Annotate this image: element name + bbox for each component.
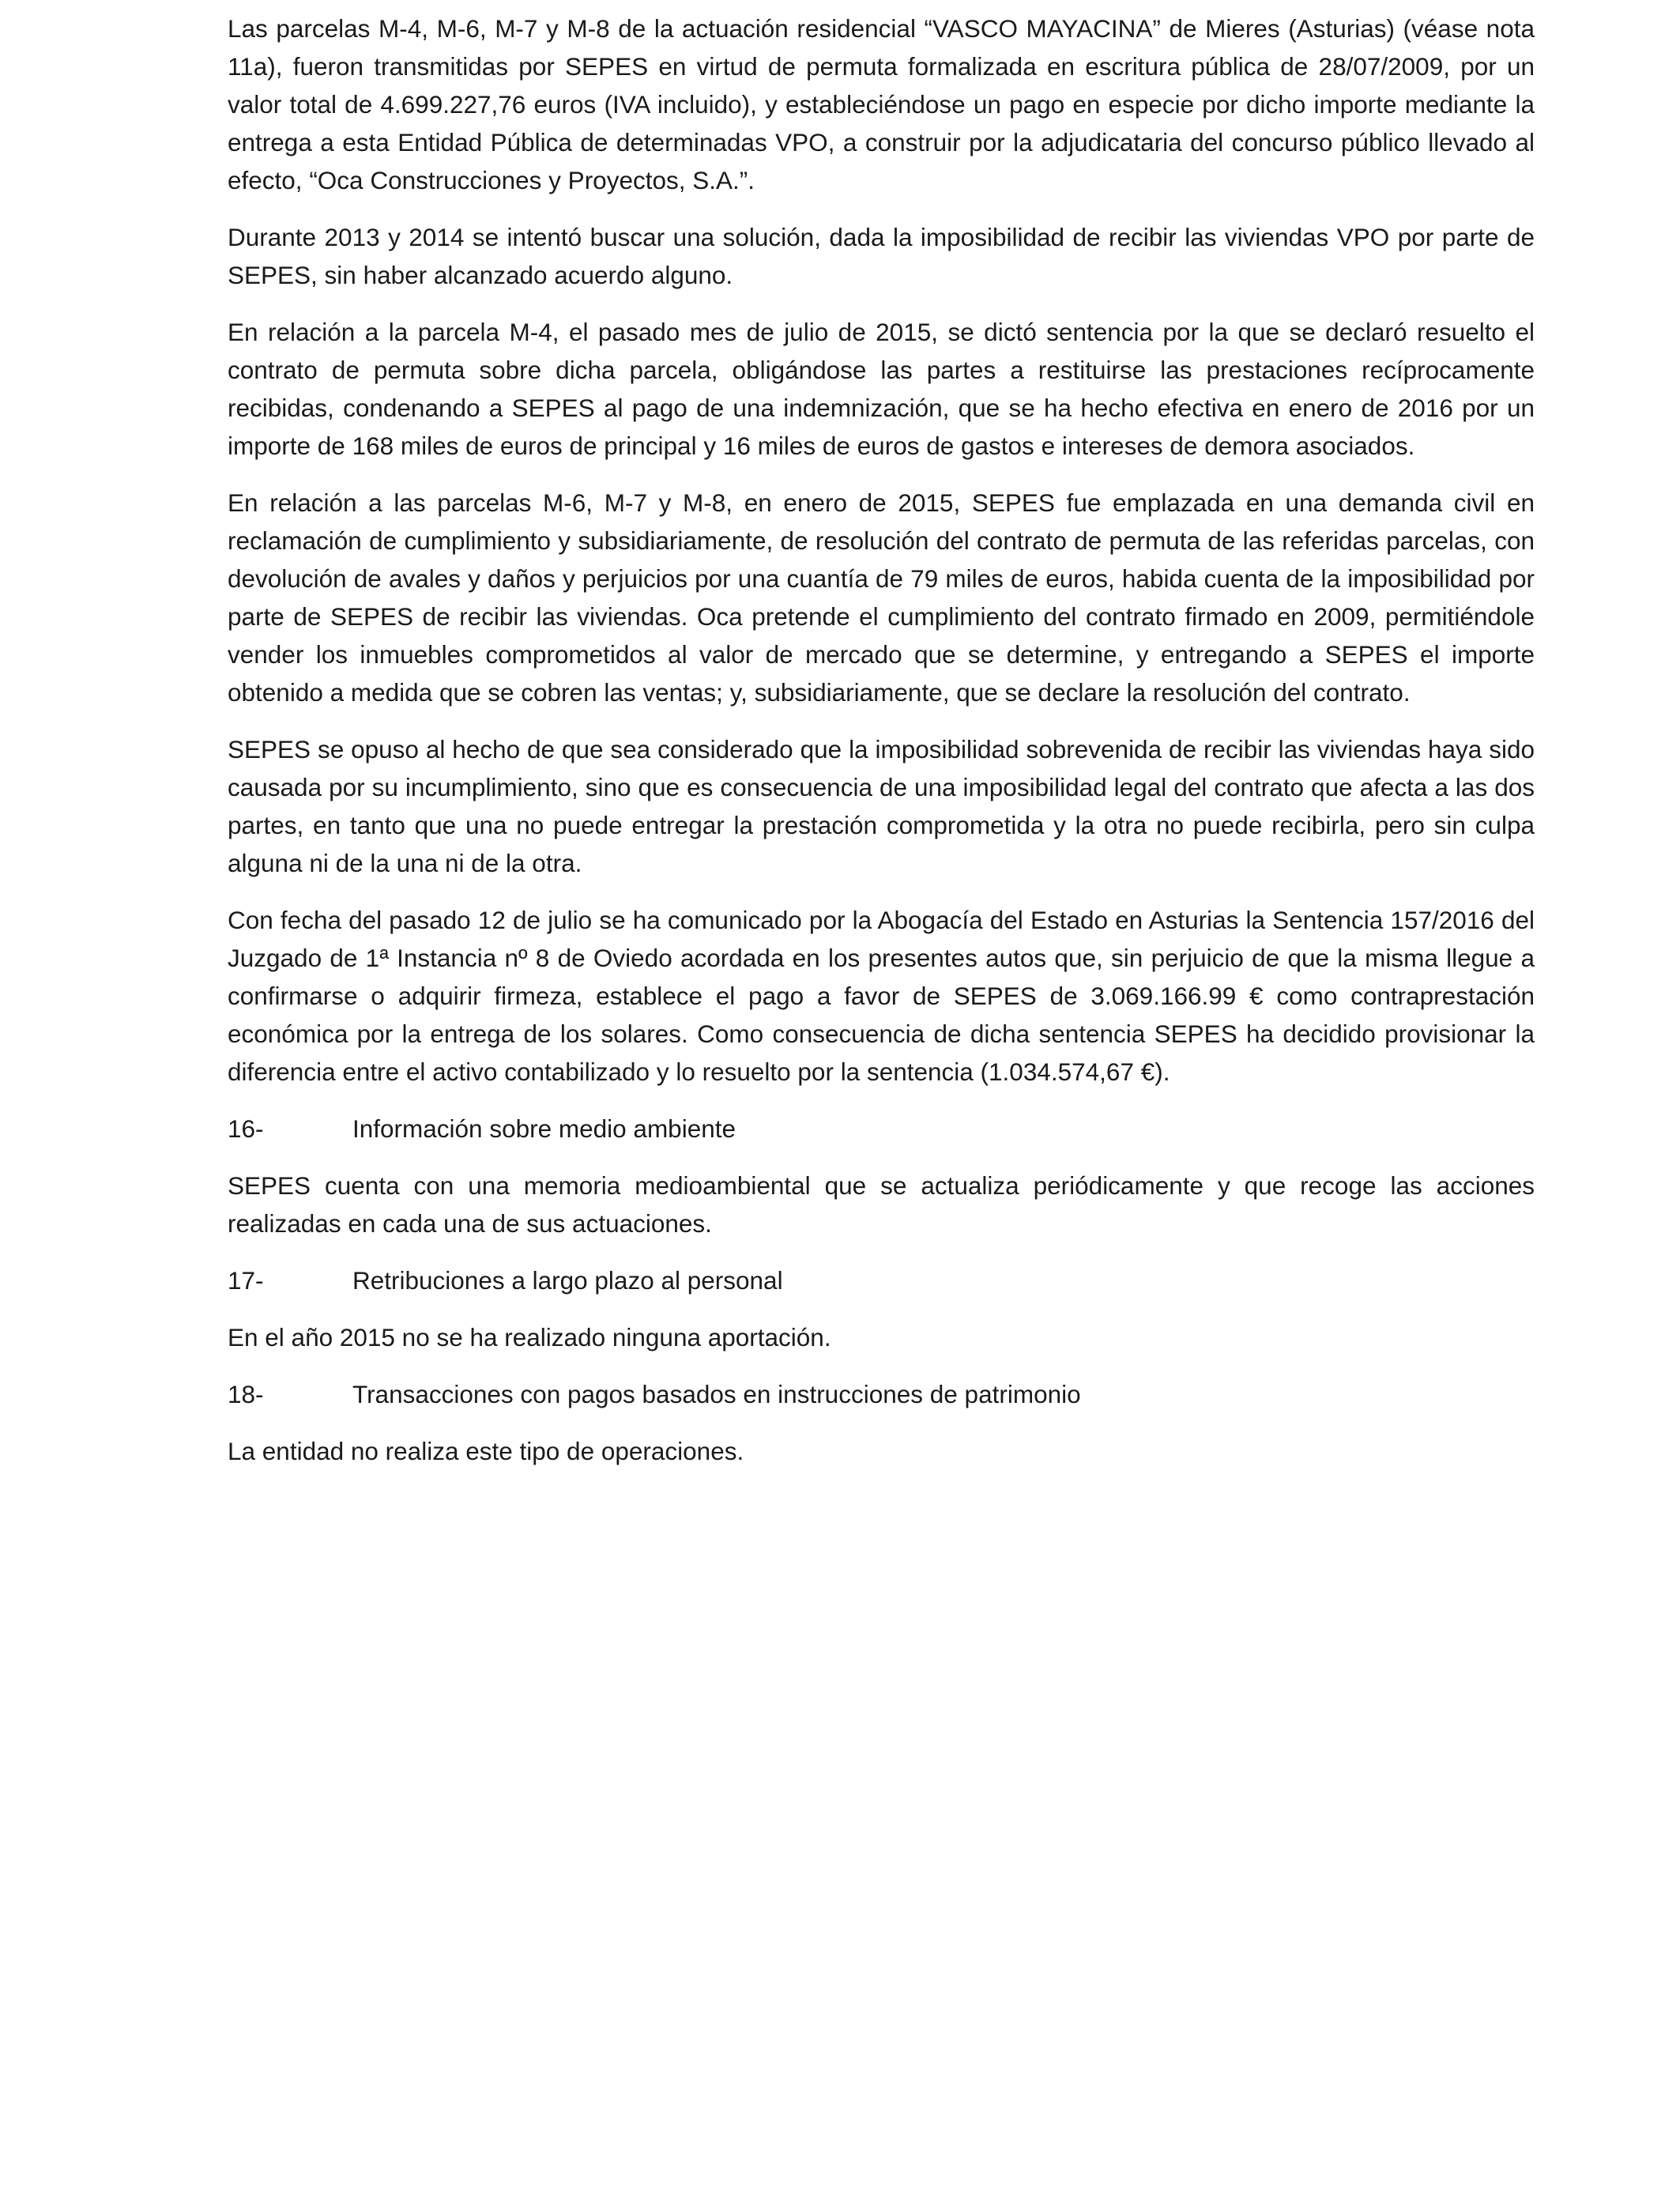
- paragraph-busqueda-solucion: Durante 2013 y 2014 se intentó buscar una solución, dada la imposibilidad de recibir las viviendas VPO por parte de SEPES, sin haber alcanzado acuerdo alguno.: [228, 223, 1535, 289]
- section-heading-16: [228, 1110, 1535, 1148]
- paragraph-oposicion-sepes: SEPES se opuso al hecho de que sea considerado que la imposibilidad sobrevenida de recibir las viviendas haya sido causada por su incumplimiento, sino que es consecuencia de una imposibilidad legal del contrato que afecta a las dos partes, en tanto que una no puede entregar la prestación comprometida y la otra no puede recibirla, pero sin culpa alguna ni de la una ni de la otra.: [228, 735, 1535, 877]
- section-body-17: En el año 2015 no se ha realizado ninguna aportación.: [228, 1323, 831, 1351]
- section-body-16: SEPES cuenta con una memoria medioambiental que se actualiza periódicamente y que recoge las acciones realizadas en cada una de sus actuaciones.: [228, 1171, 1535, 1238]
- paragraph-parcela-m4: En relación a la parcela M-4, el pasado mes de julio de 2015, se dictó sentencia por la que se declaró resuelto el contrato de permuta sobre dicha parcela, obligándose las partes a restituirse las prestaciones recíprocamente recibidas, condenando a SEPES al pago de una indemnización, que se ha hecho efectiva en enero de 2016 por un importe de 168 miles de euros de principal y 16 miles de euros de gastos e intereses de demora asociados.: [228, 318, 1535, 460]
- section-number: 18-: [228, 1380, 264, 1408]
- section-number: 16-: [228, 1114, 264, 1143]
- paragraph-parcelas-permuta: Las parcelas M-4, M-6, M-7 y M-8 de la actuación residencial “VASCO MAYACINA” de Mieres (Asturias) (véase nota 11a), fueron transmitidas por SEPES en virtud de permuta formalizada en escritura pública de 28/07/2009, por un valor total de 4.699.227,76 euros (IVA incluido), y estableciéndose un pago en especie por dicho importe mediante la entrega a esta Entidad Pública de determinadas VPO, a construir por la adjudicataria del concurso público llevado al efecto, “Oca Construcciones y Proyectos, S.A.”.: [228, 14, 1535, 194]
- section-body-18: La entidad no realiza este tipo de operaciones.: [228, 1437, 744, 1465]
- section-title: Retribuciones a largo plazo al personal: [352, 1266, 783, 1295]
- paragraph-sentencia: Con fecha del pasado 12 de julio se ha comunicado por la Abogacía del Estado en Asturias la Sentencia 157/2016 del Juzgado de 1ª Instancia nº 8 de Oviedo acordada en los presentes autos que, sin perjuicio de que la misma llegue a confirmarse o adquirir firmeza, establece el pago a favor de SEPES de 3.069.166.99 € como contraprestación económica por la entrega de los solares. Como consecuencia de dicha sentencia SEPES ha decidido provisionar la diferencia entre el activo contabilizado y lo resuelto por la sentencia (1.034.574,67 €).: [228, 906, 1535, 1086]
- section-title: Información sobre medio ambiente: [352, 1114, 736, 1143]
- section-number: 17-: [228, 1266, 264, 1295]
- section-heading-17: [228, 1261, 1535, 1299]
- section-title: Transacciones con pagos basados en instrucciones de patrimonio: [352, 1380, 1081, 1408]
- document-page: [228, 9, 1535, 1489]
- paragraph-parcelas-m6-m7-m8: En relación a las parcelas M-6, M-7 y M-8, en enero de 2015, SEPES fue emplazada en una demanda civil en reclamación de cumplimiento y subsidiariamente, de resolución del contrato de permuta de las referidas parcelas, con devolución de avales y daños y perjuicios por una cuantía de 79 miles de euros, habida cuenta de la imposibilidad por parte de SEPES de recibir las viviendas. Oca pretende el cumplimiento del contrato firmado en 2009, permitiéndole vender los inmuebles comprometidos al valor de mercado que se determine, y entregando a SEPES el importe obtenido a medida que se cobren las ventas; y, subsidiariamente, que se declare la resolución del contrato.: [228, 488, 1535, 707]
- section-heading-18: [228, 1375, 1535, 1413]
